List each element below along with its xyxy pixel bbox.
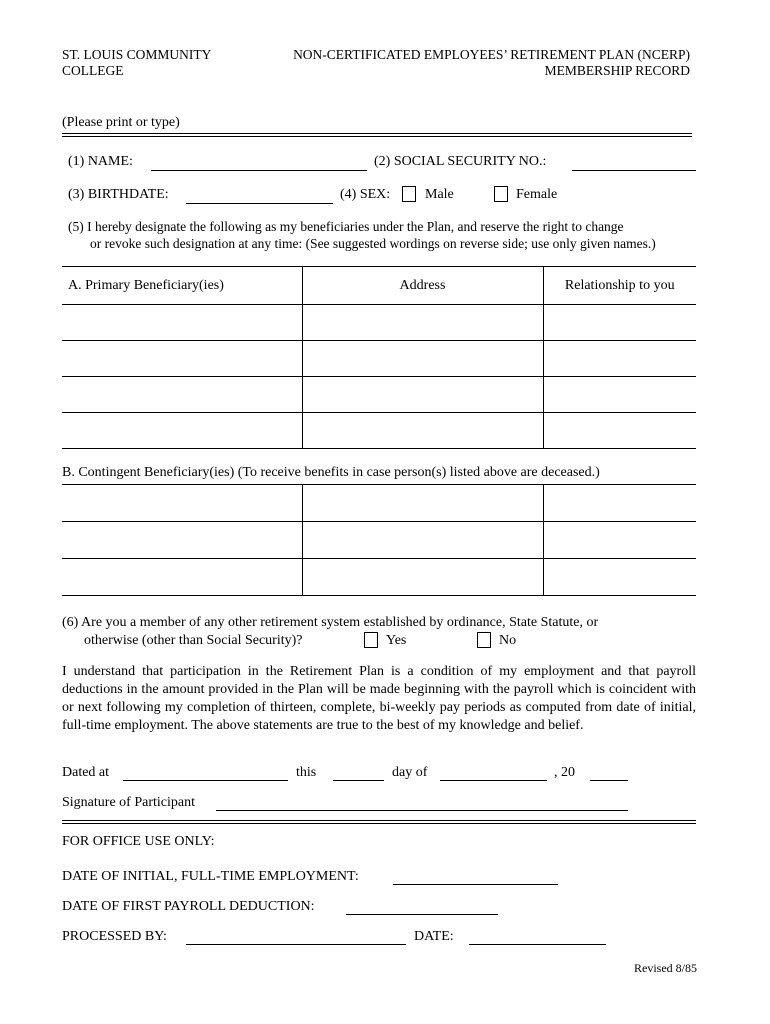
primary-address-cell[interactable] [302,341,543,377]
contingent-relationship-cell[interactable] [543,522,696,559]
contingent-address-cell[interactable] [302,559,543,596]
primary-relationship-cell[interactable] [543,377,696,413]
this-label: this [296,765,317,780]
first-deduction-field[interactable] [346,914,498,915]
college-name-line2: COLLEGE [62,63,124,78]
revision-note: Revised 8/85 [634,961,697,975]
participation-statement: I understand that participation in the Retirement Plan is a condition of my employment and that payroll deductions in the amount provided in the Plan will be made beginning with the payroll which is coincident with or next following my completion of thirteen, complete, bi-weekly pay periods as computed from date of initial, full-time employment. The above statements are true to the best of my knowledge and belief. [62,664,696,733]
primary-header-relationship: Relationship to you [543,267,696,305]
contingent-row [62,522,696,559]
primary-header-address: Address [302,267,543,305]
primary-table-header-row [62,267,696,305]
first-deduction-label: DATE OF FIRST PAYROLL DEDUCTION: [62,899,315,914]
name-label: (1) NAME: [68,154,133,169]
contingent-row [62,559,696,596]
dated-at-label: Dated at [62,765,110,780]
primary-row [62,413,696,449]
contingent-relationship-cell[interactable] [543,485,696,522]
primary-address-cell[interactable] [302,413,543,449]
contingent-address-cell[interactable] [302,522,543,559]
signature-field[interactable] [216,810,628,811]
contingent-relationship-cell[interactable] [543,559,696,596]
dated-at-field[interactable] [123,780,288,781]
contingent-name-cell[interactable] [62,485,302,522]
primary-address-cell[interactable] [302,305,543,341]
office-date-field[interactable] [469,944,606,945]
initial-employment-label: DATE OF INITIAL, FULL-TIME EMPLOYMENT: [62,869,359,884]
divider-office-2 [62,823,696,824]
form-title-line1: NON-CERTIFICATED EMPLOYEES’ RETIREMENT PLAN (NCERP) [293,47,690,62]
birthdate-label: (3) BIRTHDATE: [68,187,169,202]
processed-by-label: PROCESSED BY: [62,929,167,944]
contingent-name-cell[interactable] [62,559,302,596]
form-title-line2: MEMBERSHIP RECORD [544,63,690,78]
primary-row [62,377,696,413]
female-checkbox[interactable] [494,186,508,202]
primary-relationship-cell[interactable] [543,341,696,377]
male-label: Male [425,187,454,202]
primary-row [62,305,696,341]
beneficiary-intro-line1: (5) I hereby designate the following as my beneficiaries under the Plan, and reserve the right to change [68,219,624,234]
birthdate-field[interactable] [186,203,333,204]
primary-relationship-cell[interactable] [543,305,696,341]
primary-row [62,341,696,377]
other-system-question-line2: otherwise (other than Social Security)? [84,633,303,648]
initial-employment-field[interactable] [393,884,558,885]
primary-header-beneficiary: A. Primary Beneficiary(ies) [62,267,302,305]
primary-name-cell[interactable] [62,305,302,341]
month-field[interactable] [440,780,547,781]
primary-name-cell[interactable] [62,341,302,377]
day-of-label: day of [392,765,428,780]
divider-top-2 [62,136,692,137]
processed-by-field[interactable] [186,944,406,945]
primary-address-cell[interactable] [302,377,543,413]
college-name-line1: ST. LOUIS COMMUNITY [62,47,212,62]
divider-office-1 [62,820,696,821]
day-field[interactable] [333,780,384,781]
male-checkbox[interactable] [402,186,416,202]
yes-label: Yes [386,633,407,648]
sex-label: (4) SEX: [340,187,391,202]
beneficiary-intro-line2: or revoke such designation at any time: (See suggested wordings on reverse side; use only given names.) [90,236,656,251]
female-label: Female [516,187,558,202]
ssn-label: (2) SOCIAL SECURITY NO.: [374,154,547,169]
primary-name-cell[interactable] [62,377,302,413]
primary-name-cell[interactable] [62,413,302,449]
other-system-question-line1: (6) Are you a member of any other retirement system established by ordinance, State Statute, or [62,615,599,630]
signature-label: Signature of Participant [62,795,195,810]
contingent-beneficiary-table [62,484,696,596]
contingent-row [62,485,696,522]
year-label: , 20 [554,765,575,780]
instruction-text: (Please print or type) [62,115,180,130]
no-label: No [499,633,517,648]
no-checkbox[interactable] [477,632,491,648]
ssn-field[interactable] [572,170,696,171]
divider-top-1 [62,133,692,134]
office-use-heading: FOR OFFICE USE ONLY: [62,834,215,849]
contingent-address-cell[interactable] [302,485,543,522]
contingent-name-cell[interactable] [62,522,302,559]
contingent-header: B. Contingent Beneficiary(ies) (To receive benefits in case person(s) listed above are deceased.) [62,465,600,480]
year-field[interactable] [590,780,628,781]
office-date-label: DATE: [414,929,454,944]
yes-checkbox[interactable] [364,632,378,648]
name-field[interactable] [151,170,367,171]
primary-beneficiary-table [62,266,696,449]
primary-relationship-cell[interactable] [543,413,696,449]
